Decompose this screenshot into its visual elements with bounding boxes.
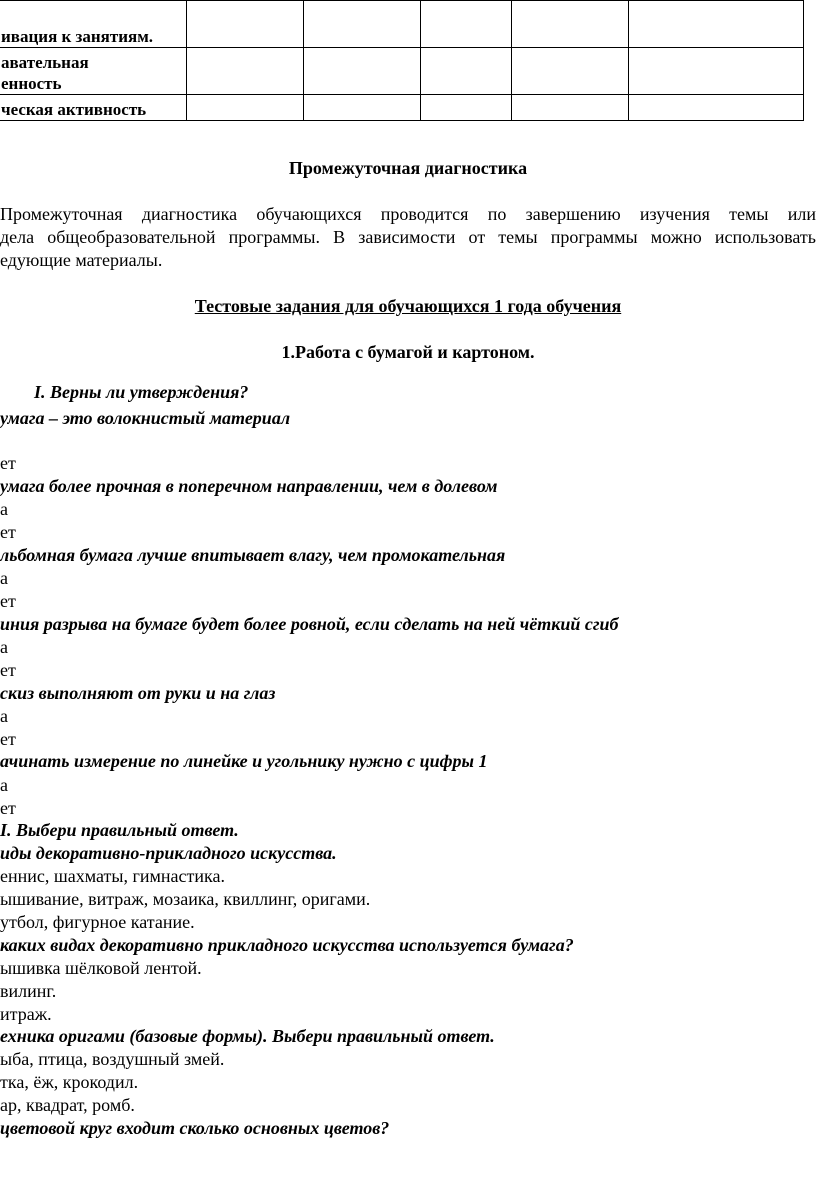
answer-option: ар, квадрат, ромб. — [0, 1095, 135, 1115]
answer-option: ет — [0, 522, 16, 542]
row-label-line-2: енность — [1, 74, 62, 93]
table-cell — [512, 1, 629, 48]
table-cell — [303, 48, 420, 95]
question-text: ачинать измерение по линейке и угольнику нужно с цифры 1 — [0, 751, 488, 771]
table-cell — [512, 95, 629, 121]
answer-option: тка, ёж, крокодил. — [0, 1072, 139, 1092]
question-text: ехника оригами (базовые формы). Выбери правильный ответ. — [0, 1026, 495, 1046]
section-title: 1.Работа с бумагой и картоном. — [281, 342, 535, 362]
table-cell-label — [0, 95, 186, 121]
table-cell — [303, 1, 420, 48]
answer-option: а — [0, 637, 8, 657]
table-cell — [186, 1, 303, 48]
table-row — [0, 95, 804, 121]
question-text: скиз выполняют от руки и на глаз — [0, 683, 276, 703]
row-label-line-1: авательная — [1, 53, 89, 72]
table-cell — [186, 48, 303, 95]
answer-option: ет — [0, 453, 16, 473]
question-text: цветовой круг входит сколько основных цветов? — [0, 1118, 390, 1138]
answer-option: а — [0, 775, 8, 795]
table-row — [0, 1, 804, 48]
answer-option: еннис, шахматы, гимнастика. — [0, 866, 225, 886]
answer-option: утбол, фигурное катание. — [0, 912, 195, 932]
table-cell — [186, 95, 303, 121]
question-text: иды декоративно-прикладного искусства. — [0, 843, 337, 863]
answer-option: ышивка шёлковой лентой. — [0, 958, 202, 978]
answer-option: ет — [0, 660, 16, 680]
question-text: I. Верны ли утверждения? — [34, 382, 249, 402]
question-text: I. Выбери правильный ответ. — [0, 820, 239, 840]
answer-option: ет — [0, 798, 16, 818]
intro-line-3: едующие материалы. — [0, 250, 163, 270]
intro-line-1: Промежуточная диагностика обучающихся проводится по завершению изучения темы или — [0, 204, 816, 224]
question-text: умага более прочная в поперечном направлении, чем в долевом — [0, 476, 498, 496]
answer-option: а — [0, 568, 8, 588]
table-cell — [512, 48, 629, 95]
tests-title: Тестовые задания для обучающихся 1 года обучения — [194, 296, 622, 316]
answer-option: ышивание, витраж, мозаика, квиллинг, оригами. — [0, 889, 371, 909]
table-cell — [420, 48, 512, 95]
table-cell-label — [0, 48, 186, 95]
answer-option: ет — [0, 591, 16, 611]
row-label: ческая активность — [1, 100, 147, 119]
question-text: каких видах декоративно прикладного искусства используется бумага? — [0, 935, 574, 955]
section-heading: Промежуточная диагностика — [288, 158, 528, 178]
question-text: льбомная бумага лучше впитывает влагу, чем промокательная — [0, 545, 506, 565]
question-text: иния разрыва на бумаге будет более ровной, если сделать на ней чёткий сгиб — [0, 614, 619, 634]
table-cell — [420, 1, 512, 48]
table-cell-label — [0, 1, 186, 48]
answer-option: ет — [0, 729, 16, 749]
table-cell — [303, 95, 420, 121]
answer-option: а — [0, 499, 8, 519]
table-cell — [629, 48, 804, 95]
answer-option: ыба, птица, воздушный змей. — [0, 1049, 225, 1069]
table-cell — [629, 95, 804, 121]
intro-line-2: дела общеобразовательной программы. В зависимости от темы программы можно использовать — [0, 227, 816, 247]
table-row — [0, 48, 804, 95]
answer-option: а — [0, 706, 8, 726]
criteria-table — [0, 0, 804, 121]
table-cell — [420, 95, 512, 121]
table-cell — [629, 1, 804, 48]
answer-option: вилинг. — [0, 981, 57, 1001]
answer-option: итраж. — [0, 1004, 52, 1024]
row-label: ивация к занятиям. — [1, 27, 154, 46]
question-text: умага – это волокнистый материал — [0, 408, 291, 428]
